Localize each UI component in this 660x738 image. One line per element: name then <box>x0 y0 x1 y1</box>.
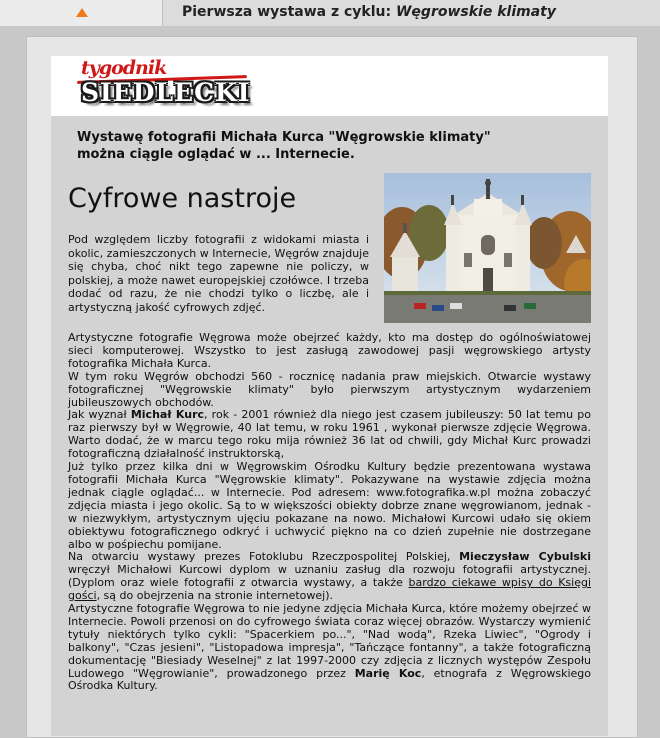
top-bar <box>0 0 660 26</box>
guestbook-link[interactable]: bardzo ciekawe wpisy do Księgi gości <box>68 576 591 603</box>
p5-text-b: wręczył Michałowi Kurcowi dyplom w uznaniu zasług dla rozwoju fotografii artystycznej. (Dyplom oraz wiele fotografii z otwarcia wystawy, a także <box>68 563 591 590</box>
paragraph-1: Artystyczne fotografie Węgrowa może obejrzeć każdy, kto ma dostęp do ogólnoświatowej sieci komputerowej. Wszystko to jest zasługą zawodowej pasji węgrowskiego artysty fotografika Michała Kurca. <box>68 331 591 370</box>
masthead <box>51 56 608 116</box>
page-title-italic: Węgrowskie klimaty <box>395 4 556 20</box>
logo-siedlecki: SIEDLECKI <box>81 78 251 107</box>
article-headline: Wystawę fotografii Michała Kurca "Węgrowskie klimaty" można ciągle oglądać w ... Internecie. <box>77 130 491 162</box>
p5-text-a: Na otwarciu wystawy prezes Fotoklubu Rzeczpospolitej Polskiej, <box>68 550 460 564</box>
collapse-tab[interactable] <box>0 0 163 26</box>
paragraph-6 <box>68 603 591 693</box>
arrow-up-icon[interactable] <box>76 8 88 17</box>
p5-name: Mieczysław Cybulski <box>459 550 591 564</box>
paragraph-3 <box>68 409 591 461</box>
p3-text-b: , rok - 2001 również dla niego jest czasem jubileuszy: 50 lat temu po raz pierwszy był w Węgrowie, 40 lat temu, w roku 1961 , wykonał pierwsze zdjęcie Węgrowa. Warto dodać, że w marcu tego roku mija również 36 lat od chwili, gdy Michał Kurc prowadzi fotograficzną działalność instruktorską, <box>68 408 591 461</box>
p5-text-c: , są do obejrzenia na stronie internetowej). <box>96 589 333 603</box>
p6-text-a: Artystyczne fotografie Węgrowa to nie jedyne zdjęcia Michała Kurca, które możemy obejrzeć w Internecie. Powoli przenosi on do cyfrowego świata coraz więcej obrazów. Wystarczy wymienić tytuły niektórych tylko cykli: "Spacerkiem po...", "Nad wodą", Rzeka Liwiec", "Ogrody i balkony", "Czas jesieni", "Listopadowa impresja", "Tańczące fontanny", a także fotograficzną dokumentację "Biesiady Weselnej" z lat 1997-2000 czy zdjęcia z licznych występów Zespołu Ludowego "Węgrowianie", prowadzonego przez <box>68 602 591 680</box>
paragraph-4: Już tylko przez kilka dni w Węgrowskim Ośrodku Kultury będzie prezentowana wystawa fotografii Michała Kurca "Węgrowskie klimaty". Pokazywane na wystawie zdjęcia można jednak ciągle oglądać... w Internecie. Pod adresem: www.fotografika.w.pl można zobaczyć zdjęcia miasta i jego okolic. Są to w większości obiekty dobrze znane węgrowianom, jednak - w niezwykłym, artystycznym ujęciu pokazane na nowo. Michałowi Kurcowi udało się okiem obiektywu fotograficznego odkryć i uchwycić piękno na co dzień zupełnie nie dostrzegane albo w pośpiechu pomijane. <box>68 460 591 551</box>
article-body <box>68 332 591 693</box>
p6-text-b: , etnografa z Węgrowskiego Ośrodka Kultury. <box>68 666 591 693</box>
church-photo <box>384 173 591 323</box>
p3-name: Michał Kurc <box>130 408 205 422</box>
article-area <box>51 116 608 736</box>
paragraph-5 <box>68 551 591 603</box>
page-title <box>182 4 556 20</box>
paragraph-2: W tym roku Węgrów obchodzi 560 - rocznicę nadania praw miejskich. Otwarcie wystawy fotograficznej "Węgrowskie klimaty" było pierwszym artystycznym wydarzeniem jubileuszowych obchodów. <box>68 369 591 409</box>
article-title: Cyfrowe nastroje <box>68 183 297 214</box>
p6-name: Marię Koc <box>354 666 422 680</box>
article-lead: Pod względem liczby fotografii z widokami miasta i okolic, zamieszczonych w Internecie, Węgrów znajduje się chyba, choć nikt tego zapewne nie policzy, w polskiej, a może nawet europejskiej czołówce. I trzeba dodać od razu, że nie chodzi tylko o liczbę, ale i artystyczną jakość cyfrowych zdjęć. <box>68 233 369 314</box>
logo-tygodnik: tygodnik <box>81 57 167 79</box>
p3-text-a: Jak wyznał <box>68 408 131 422</box>
page-title-prefix: Pierwsza wystawa z cyklu: <box>182 4 396 20</box>
